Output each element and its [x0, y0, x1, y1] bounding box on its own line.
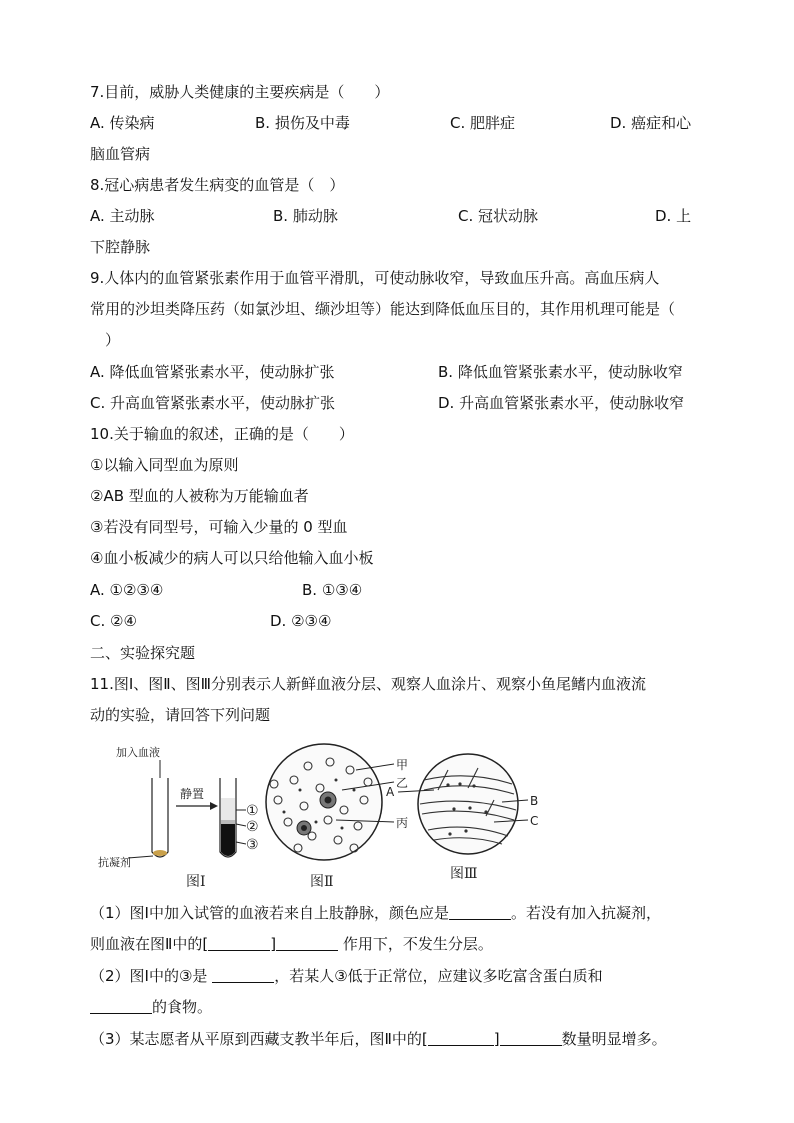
q11-part-3-line-1: [90, 1029, 667, 1049]
label-add-blood: 加入血液: [116, 746, 160, 759]
answer-blank[interactable]: [208, 936, 270, 951]
q9-option-a: A. 降低血管紧张素水平，使动脉扩张: [90, 363, 335, 381]
q8-option-a: A. 主动脉: [90, 207, 155, 225]
label-fig-2: 图Ⅱ: [310, 874, 334, 890]
q7-option-b: B. 损伤及中毒: [255, 114, 350, 132]
q10-statement-3: ③若没有同型号，可输入少量的 0 型血: [90, 518, 348, 536]
label-jia: 甲: [396, 758, 409, 772]
q11-part-2-text-c: 的食物。: [152, 998, 213, 1016]
q10-statement-2: ②AB 型血的人被称为万能输血者: [90, 487, 309, 505]
q11-part-2-line-1: [90, 966, 603, 986]
q10-statement-4: ④血小板减少的病人可以只给他输入血小板: [90, 549, 374, 567]
label-fig-3: 图Ⅲ: [450, 866, 478, 882]
q9-option-b: B. 降低血管紧张素水平，使动脉收窄: [438, 363, 683, 381]
answer-blank[interactable]: [90, 999, 152, 1014]
q9-stem-3: ）: [90, 331, 121, 349]
answer-blank[interactable]: [212, 968, 274, 983]
q11-part-1-text-b: 。若没有加入抗凝剂，: [510, 904, 661, 922]
answer-blank[interactable]: [500, 1031, 562, 1046]
figure-3: [386, 754, 538, 882]
q8-option-b: B. 肺动脉: [273, 207, 338, 225]
q10-option-a: A. ①②③④: [90, 581, 164, 599]
q11-part-1-text-c: 则血液在图Ⅱ中的[: [90, 935, 209, 953]
q10-statement-1: ①以输入同型血为原则: [90, 456, 239, 474]
q7-option-d: D. 癌症和心: [610, 114, 692, 132]
q9-option-c: C. 升高血管紧张素水平，使动脉扩张: [90, 394, 336, 412]
q7-option-d-cont: 脑血管病: [90, 145, 151, 163]
q11-stem-1: 11.图Ⅰ、图Ⅱ、图Ⅲ分别表示人新鲜血液分层、观察人血涂片、观察小鱼尾鳍内血液流: [90, 675, 647, 693]
label-B: B: [530, 794, 539, 808]
q8-option-d-cont: 下腔静脉: [90, 238, 151, 256]
q11-part-1-text-d: ]: [270, 935, 277, 953]
q11-part-2-text-b: ，若某人③低于正常位，应建议多吃富含蛋白质和: [274, 967, 603, 985]
q9-stem-2: 常用的沙坦类降压药（如氯沙坦、缬沙坦等）能达到降低血压目的，其作用机理可能是（: [90, 300, 676, 318]
answer-blank[interactable]: [276, 936, 338, 951]
q11-part-2-text-a: （2）图Ⅰ中的③是: [90, 967, 213, 985]
q8-stem: 8.冠心病患者发生病变的血管是（ ）: [90, 176, 345, 194]
q11-part-1-line-1: [90, 903, 661, 923]
q11-part-2-line-2: [90, 997, 212, 1017]
figure-2: [266, 744, 408, 890]
section-heading: 二、实验探究题: [90, 644, 196, 662]
experiment-figure: [98, 740, 568, 890]
q11-part-1-text-e: 作用下，不发生分层。: [338, 935, 493, 953]
q10-option-b: B. ①③④: [302, 581, 363, 599]
label-A: A: [386, 785, 395, 799]
label-C: C: [530, 814, 539, 828]
q9-stem-1: 9.人体内的血管紧张素作用于血管平滑肌，可使动脉收窄，导致血压升高。高血压病人: [90, 269, 660, 287]
label-layer-3: ③: [246, 837, 259, 853]
q10-stem: 10.关于输血的叙述，正确的是（ ）: [90, 425, 354, 443]
label-bing: 丙: [396, 816, 409, 830]
q11-part-3-text-b: ]: [493, 1030, 500, 1048]
answer-blank[interactable]: [428, 1031, 494, 1046]
q10-option-c: C. ②④: [90, 612, 137, 630]
q7-option-c: C. 肥胖症: [450, 114, 516, 132]
q11-stem-2: 动的实验，请回答下列问题: [90, 706, 271, 724]
label-still: 静置: [180, 787, 205, 801]
label-anticoagulant: 抗凝剂: [98, 856, 131, 869]
answer-blank[interactable]: [449, 905, 511, 920]
label-layer-2: ②: [246, 819, 259, 835]
q11-part-1-text-a: （1）图Ⅰ中加入试管的血液若来自上肢静脉，颜色应是: [90, 904, 449, 922]
q7-stem: 7.目前，威胁人类健康的主要疾病是（ ）: [90, 83, 390, 101]
figure-1: [98, 745, 259, 890]
q8-option-d: D. 上: [655, 207, 692, 225]
label-layer-1: ①: [246, 803, 259, 819]
q9-option-d: D. 升高血管紧张素水平，使动脉收窄: [438, 394, 685, 412]
q7-option-a: A. 传染病: [90, 114, 155, 132]
q11-part-3-text-c: 数量明显增多。: [561, 1030, 667, 1048]
q10-option-d: D. ②③④: [270, 612, 332, 630]
label-yi: 乙: [396, 776, 409, 790]
q8-option-c: C. 冠状动脉: [458, 207, 539, 225]
q11-part-3-text-a: （3）某志愿者从平原到西藏支教半年后，图Ⅱ中的[: [90, 1030, 428, 1048]
q11-part-1-line-2: [90, 934, 493, 954]
label-fig-1: 图Ⅰ: [186, 874, 206, 890]
experiment-figure-svg: [98, 740, 568, 890]
